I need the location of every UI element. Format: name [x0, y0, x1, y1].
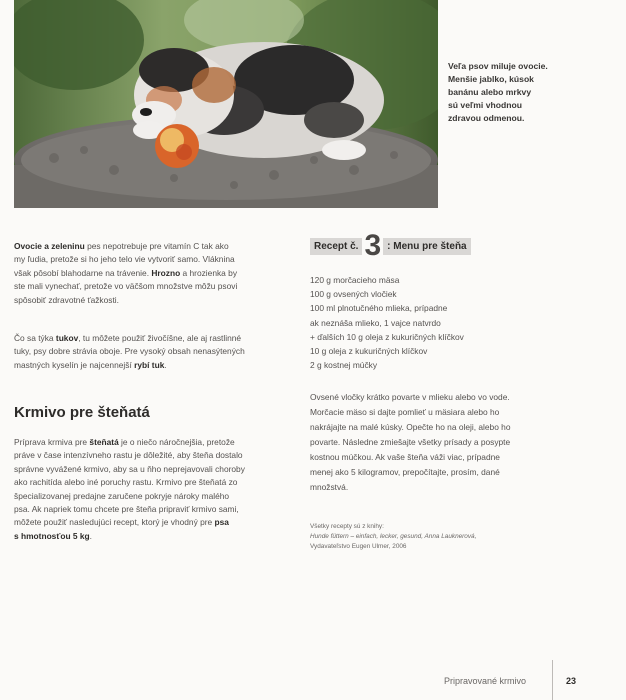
text-span: Príprava krmiva pre — [14, 437, 90, 447]
caption-line: Veľa psov miluje ovocie. — [448, 61, 548, 71]
instruction-line: Morčacie mäso si dajte pomlieť u mäsiara alebo ho — [310, 407, 500, 417]
text-span: . — [89, 530, 92, 541]
text-line — [14, 267, 282, 280]
paragraph-puppy-food — [14, 436, 284, 543]
footer-section-label: Pripravované krmivo — [444, 676, 527, 686]
bold-term: tukov — [55, 333, 79, 343]
text-line: správne vyvážené krmivo, aby sa u ňho neprejavovali choroby — [14, 463, 245, 474]
bold-term: Hrozno — [151, 267, 181, 278]
ingredient-item: 10 g oleja z kukuričných klíčkov — [310, 346, 428, 357]
text-line — [14, 436, 284, 449]
recipe-label-box — [310, 238, 362, 255]
source-line: Všetky recepty sú z knihy: — [310, 523, 384, 530]
ingredient-item: 2 g kostnej múčky — [310, 360, 378, 371]
text-span: a hrozienka by — [180, 267, 238, 278]
text-line: ako rachitída alebo iné poruchy rastu. Krmivo pre šteňatá zo — [14, 477, 238, 488]
footer-divider — [552, 660, 553, 700]
paragraph-fruit-vegetables — [14, 240, 282, 307]
section-heading: Krmivo pre šteňatá — [14, 404, 150, 421]
caption-line: sú veľmi vhodnou — [448, 100, 522, 110]
bold-term: Ovocie a zeleninu — [14, 241, 85, 251]
text-line — [14, 530, 284, 543]
text-span: . — [164, 359, 167, 370]
text-span: je o niečo náročnejšia, pretože — [118, 437, 235, 447]
source-book-title: Hunde füttern – einfach, lecker, gesund, Anna Lauknerová, — [310, 533, 477, 540]
recipe-number: 3 — [364, 229, 382, 262]
recipe-name-box — [383, 238, 470, 255]
bold-term: s hmotnosťou 5 kg — [14, 530, 90, 541]
ingredient-item: ak neznáša mlieko, 1 vajce natvrdo — [310, 317, 441, 328]
instruction-line: kostnou múčkou. Ak vaše šteňa váži viac, prípadne — [310, 452, 500, 462]
text-line — [14, 240, 282, 253]
caption-line: Menšie jablko, kúsok — [448, 74, 534, 84]
instruction-line: menej ako 5 kilogramov, prepočítajte, prosím, dané — [310, 467, 500, 477]
ingredient-item: + ďalších 10 g oleja z kukuričných klíčkov — [310, 331, 464, 342]
text-line — [14, 332, 284, 345]
text-span: však pôsobí blahodarne na trávenie. — [14, 267, 152, 278]
text-line: spôsobiť zdravotné ťažkosti. — [14, 294, 119, 305]
text-span: mastných kyselín je najcennejší — [14, 359, 135, 370]
ingredient-list — [310, 273, 570, 372]
text-line: my ľudia, pretože si ho jeho telo vie vytvoriť samo. Vláknina — [14, 254, 235, 265]
text-line: práve v čase intenzívneho rastu je dôležité, aby šteňa dostalo — [14, 450, 243, 461]
recipe-title — [310, 230, 471, 262]
instruction-line: nakrájajte na malé kúsky. Opečte ho na oleji, alebo ho — [310, 422, 511, 432]
bold-term: šteňatá — [89, 437, 119, 447]
caption-line: zdravou odmenou. — [448, 113, 525, 123]
text-line: psa. Ak napriek tomu chcete pre šteňa pripraviť krmivo sami, — [14, 504, 239, 515]
recipe-prefix: Recept č. — [314, 240, 359, 252]
recipe-name: : Menu pre šteňa — [387, 240, 467, 252]
text-line — [14, 516, 284, 529]
dog-photo — [14, 0, 438, 208]
text-span: pes nepotrebuje pre vitamín C tak ako — [84, 241, 229, 251]
ingredient-item: 100 ml plnotučného mlieka, prípadne — [310, 303, 448, 314]
paragraph-fats — [14, 332, 284, 372]
instruction-line: Ovsené vločky krátko povarte v mlieku alebo vo vode. — [310, 392, 510, 402]
text-span: , tu môžete použiť živočíšne, ale aj rastlinné — [78, 333, 242, 343]
text-line — [14, 359, 284, 372]
instruction-line: množstvá. — [310, 482, 349, 492]
text-line: ste mali vynechať, pretože vo väčšom množstve môžu psovi — [14, 281, 238, 292]
ingredient-item: 120 g morčacieho mäsa — [310, 275, 400, 285]
caption-line: banánu alebo mrkvy — [448, 87, 532, 97]
bold-term: psa — [214, 517, 229, 528]
text-span: Čo sa týka — [14, 333, 56, 343]
text-span: môžete použiť nasledujúci recept, ktorý je vhodný pre — [14, 517, 215, 528]
source-line: Vydavateľstvo Eugen Ulmer, 2006 — [310, 543, 407, 550]
ingredient-item: 100 g ovsených vločiek — [310, 289, 397, 300]
instruction-line: povarte. Následne zmiešajte všetky prísady a posypte — [310, 437, 511, 447]
source-note — [310, 522, 570, 552]
bold-term: rybí tuk — [134, 359, 165, 370]
text-line: tuky, psy dobre strávia oboje. Pre vysoký obsah nenasýtených — [14, 346, 245, 357]
text-line: špecializovanej predajne zaručene pokryje nároky malého — [14, 490, 230, 501]
page-number: 23 — [566, 676, 577, 686]
dog-photo-illustration — [14, 0, 438, 208]
recipe-instructions — [310, 390, 570, 495]
photo-caption — [448, 60, 566, 125]
